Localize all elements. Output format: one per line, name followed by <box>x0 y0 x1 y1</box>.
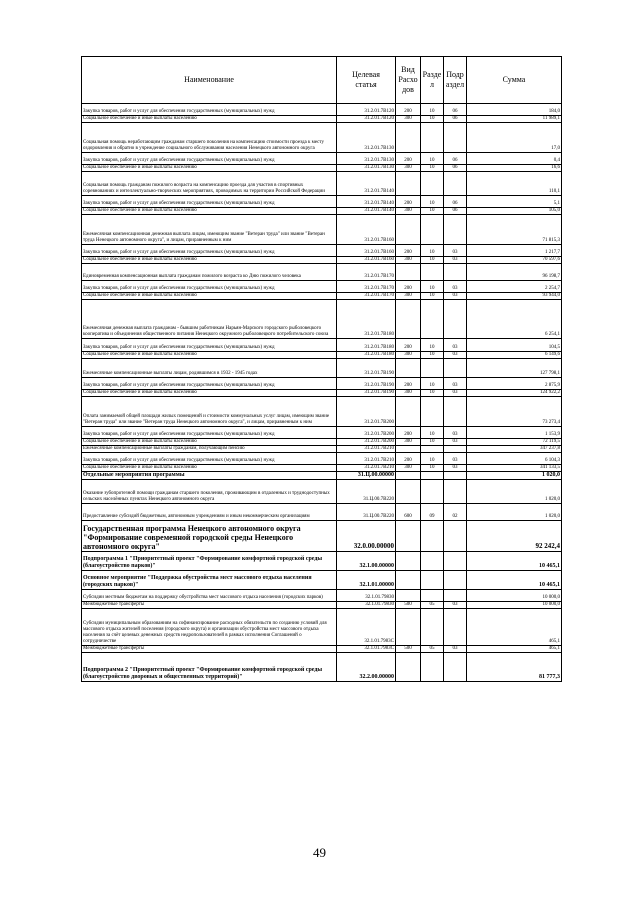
row-name: Отдельные мероприятия программы <box>82 472 337 480</box>
row-target-article: 32.1.00.00000 <box>337 552 396 571</box>
row-name: Ежемесячная компенсационная денежная выплата лицам, имеющим звание "Ветеран труда" или звание "Ветеран труда Ненецкого автономного округа", и лицам, приравненным к ним <box>82 215 337 245</box>
header-subsection: Подр аздел <box>444 57 467 104</box>
header-name: Наименование <box>82 57 337 104</box>
row-subsection: 03 <box>444 465 467 472</box>
row-target-article: 31.2.01.7В180 <box>337 300 396 339</box>
row-name: Закупка товаров, работ и услуг для обеспечения государственных (муниципальных) нужд <box>82 104 337 116</box>
row-expense-kind <box>396 123 421 153</box>
row-subsection: 03 <box>444 453 467 465</box>
header-sum: Сумма <box>467 57 562 104</box>
row-expense-kind: 200 <box>396 378 421 390</box>
row-section <box>421 590 444 602</box>
row-name: Подпрограмма 1 "Приоритетный проект "Формирование комфортной городской среды (благоустройство парков)" <box>82 552 337 571</box>
row-expense-kind: 300 <box>396 390 421 397</box>
table-row <box>82 208 562 215</box>
table-row <box>82 293 562 300</box>
row-name: Социальное обеспечение и иные выплаты населению <box>82 116 337 123</box>
row-sum: 341 133,5 <box>467 465 562 472</box>
row-section <box>421 123 444 153</box>
table-row <box>82 465 562 472</box>
row-sum: 1 217,7 <box>467 245 562 257</box>
row-name: Закупка товаров, работ и услуг для обеспечения государственных (муниципальных) нужд <box>82 378 337 390</box>
table-row <box>82 504 562 521</box>
row-expense-kind <box>396 552 421 571</box>
row-name: Социальная помощь неработающим гражданам старшего поколения на компенсацию стоимости проезда к месту оздоровления и обратно в учреждение социального обслуживания населения Ненецкого автономного округа <box>82 123 337 153</box>
row-subsection <box>444 300 467 339</box>
row-expense-kind: 200 <box>396 339 421 352</box>
row-name: Ежемесячная денежная выплата гражданам - бывшим работникам Нарьян-Марского городского рыболовецкого кооператива и объединения общественного питания Ненецкого окружного рыболовецкого потребительского союза <box>82 300 337 339</box>
row-name: Ежемесячные компенсационные выплаты лицам, родившимся в 1932 - 1945 годах <box>82 359 337 378</box>
row-target-article: 31.2.01.7В170 <box>337 281 396 293</box>
row-sum: 1 020,0 <box>467 472 562 480</box>
row-subsection <box>444 480 467 504</box>
table-body <box>82 104 562 682</box>
row-name: Ежемесячные компенсационные выплаты гражданам, получающим пенсию <box>82 446 337 453</box>
row-expense-kind <box>396 653 421 682</box>
row-expense-kind <box>396 359 421 378</box>
row-section <box>421 653 444 682</box>
row-expense-kind <box>396 590 421 602</box>
row-sum: 10 465,1 <box>467 571 562 590</box>
row-target-article: 31.2.01.7В190 <box>337 378 396 390</box>
row-name: Основное мероприятие "Поддержка обустройства мест массового отдыха населения (городских парков)" <box>82 571 337 590</box>
table-row <box>82 453 562 465</box>
row-sum: 110,1 <box>467 172 562 196</box>
row-expense-kind: 200 <box>396 196 421 208</box>
table-row <box>82 427 562 439</box>
row-name: Закупка товаров, работ и услуг для обеспечения государственных (муниципальных) нужд <box>82 427 337 439</box>
row-sum: 6 254,1 <box>467 300 562 339</box>
row-target-article: 31.2.01.7В140 <box>337 208 396 215</box>
row-name: Закупка товаров, работ и услуг для обеспечения государственных (муниципальных) нужд <box>82 339 337 352</box>
table-row <box>82 352 562 359</box>
table-row <box>82 165 562 172</box>
row-section: 10 <box>421 281 444 293</box>
row-expense-kind: 200 <box>396 104 421 116</box>
row-subsection <box>444 397 467 427</box>
row-section: 10 <box>421 153 444 165</box>
row-expense-kind <box>396 446 421 453</box>
row-section: 10 <box>421 439 444 446</box>
row-sum: 10 465,1 <box>467 552 562 571</box>
row-target-article: 31.2.01.7В210 <box>337 446 396 453</box>
row-name: Государственная программа Ненецкого автономного округа "Формирование современной городской среды Ненецкого автономного округа" <box>82 521 337 552</box>
row-expense-kind <box>396 609 421 646</box>
row-sum: 72 119,5 <box>467 439 562 446</box>
row-name: Субсидии местным бюджетам на поддержку обустройства мест массового отдыха населения (городских парков) <box>82 590 337 602</box>
row-target-article: 32.1.01.79830 <box>337 602 396 609</box>
row-section: 10 <box>421 245 444 257</box>
table-row <box>82 521 562 552</box>
row-target-article: 31.2.01.7В200 <box>337 397 396 427</box>
table-row <box>82 116 562 123</box>
row-section <box>421 397 444 427</box>
row-target-article: 32.1.01.7983С <box>337 609 396 646</box>
header-expense-kind: Вид Расхо дов <box>396 57 421 104</box>
table-row <box>82 172 562 196</box>
row-target-article: 31.2.01.7В210 <box>337 453 396 465</box>
row-expense-kind: 200 <box>396 281 421 293</box>
row-expense-kind: 200 <box>396 453 421 465</box>
row-sum: 0,4 <box>467 153 562 165</box>
row-target-article: 32.0.00.00000 <box>337 521 396 552</box>
row-sum: 127 798,1 <box>467 359 562 378</box>
row-target-article: 31.Ц.00.00000 <box>337 472 396 480</box>
row-sum: 81 777,3 <box>467 653 562 682</box>
row-name: Социальное обеспечение и иные выплаты населению <box>82 439 337 446</box>
row-subsection: 03 <box>444 378 467 390</box>
header-target-article: Целевая статья <box>337 57 396 104</box>
row-expense-kind: 300 <box>396 165 421 172</box>
row-target-article: 31.2.01.7В180 <box>337 339 396 352</box>
table-row <box>82 245 562 257</box>
row-subsection: 03 <box>444 646 467 653</box>
table-row <box>82 104 562 116</box>
header-section: Разде л <box>421 57 444 104</box>
row-subsection <box>444 521 467 552</box>
row-subsection: 03 <box>444 439 467 446</box>
row-name: Подпрограмма 2 "Приоритетный проект "Формирование комфортной городской среды (благоустройство дворовых и общественных территорий)" <box>82 653 337 682</box>
row-subsection <box>444 571 467 590</box>
row-sum: 17,0 <box>467 123 562 153</box>
row-target-article: 31.2.01.7В190 <box>337 390 396 397</box>
row-section <box>421 609 444 646</box>
row-subsection <box>444 359 467 378</box>
row-section <box>421 472 444 480</box>
row-expense-kind: 300 <box>396 208 421 215</box>
row-sum: 96 198,7 <box>467 264 562 281</box>
row-section: 10 <box>421 465 444 472</box>
row-sum: 16,6 <box>467 165 562 172</box>
row-name: Социальное обеспечение и иные выплаты населению <box>82 257 337 264</box>
row-subsection: 03 <box>444 427 467 439</box>
row-section: 10 <box>421 427 444 439</box>
row-expense-kind: 200 <box>396 427 421 439</box>
row-section: 10 <box>421 352 444 359</box>
row-subsection <box>444 552 467 571</box>
row-name: Социальное обеспечение и иные выплаты населению <box>82 208 337 215</box>
row-target-article: 31.2.01.7В120 <box>337 116 396 123</box>
row-target-article: 31.2.01.7В200 <box>337 439 396 446</box>
table-row <box>82 609 562 646</box>
row-sum: 11 989,1 <box>467 116 562 123</box>
table-row <box>82 397 562 427</box>
row-expense-kind: 500 <box>396 602 421 609</box>
row-expense-kind <box>396 480 421 504</box>
row-section: 10 <box>421 378 444 390</box>
row-target-article: 32.1.01.79830 <box>337 590 396 602</box>
table-row <box>82 378 562 390</box>
row-expense-kind: 300 <box>396 439 421 446</box>
row-section: 10 <box>421 257 444 264</box>
table-row <box>82 552 562 571</box>
row-expense-kind <box>396 472 421 480</box>
row-sum: 92 242,4 <box>467 521 562 552</box>
table-row <box>82 339 562 352</box>
row-expense-kind: 300 <box>396 257 421 264</box>
table-row <box>82 646 562 653</box>
row-section <box>421 359 444 378</box>
row-target-article: 31.Ц.00.7В220 <box>337 480 396 504</box>
row-section <box>421 215 444 245</box>
row-target-article: 31.2.01.7В130 <box>337 153 396 165</box>
row-sum: 465,1 <box>467 646 562 653</box>
row-expense-kind <box>396 571 421 590</box>
row-name: Оказание зубопротезной помощи гражданам старшего поколения, проживающим в отдаленных и труднодоступных сельских населённых пунктах Ненецкого автономного округа <box>82 480 337 504</box>
row-sum: 71 815,3 <box>467 215 562 245</box>
row-section: 10 <box>421 339 444 352</box>
row-name: Оплата занимаемой общей площади жилых помещений и стоимости коммунальных услуг лицам, имеющим звание "Ветеран труда" или звание "Ветеран труда Ненецкого автономного округа", и лицам, приравненным к ним <box>82 397 337 427</box>
row-sum: 2 254,7 <box>467 281 562 293</box>
row-section <box>421 172 444 196</box>
row-sum: 10 000,0 <box>467 590 562 602</box>
row-expense-kind <box>396 397 421 427</box>
row-subsection: 06 <box>444 165 467 172</box>
row-target-article: 31.2.01.7В170 <box>337 264 396 281</box>
row-subsection <box>444 590 467 602</box>
row-subsection: 03 <box>444 339 467 352</box>
row-name: Закупка товаров, работ и услуг для обеспечения государственных (муниципальных) нужд <box>82 281 337 293</box>
row-subsection <box>444 472 467 480</box>
row-name: Закупка товаров, работ и услуг для обеспечения государственных (муниципальных) нужд <box>82 196 337 208</box>
row-sum: 70 597,6 <box>467 257 562 264</box>
row-expense-kind <box>396 264 421 281</box>
row-target-article: 31.2.01.7В140 <box>337 196 396 208</box>
row-subsection <box>444 123 467 153</box>
row-sum: 93 944,0 <box>467 293 562 300</box>
row-sum: 184,0 <box>467 104 562 116</box>
row-subsection: 03 <box>444 390 467 397</box>
row-sum: 2 875,9 <box>467 378 562 390</box>
row-subsection <box>444 653 467 682</box>
row-section <box>421 521 444 552</box>
table-row <box>82 472 562 480</box>
row-section: 10 <box>421 104 444 116</box>
row-section: 10 <box>421 116 444 123</box>
row-name: Социальное обеспечение и иные выплаты населению <box>82 390 337 397</box>
row-section <box>421 264 444 281</box>
row-subsection: 06 <box>444 208 467 215</box>
row-subsection: 06 <box>444 196 467 208</box>
row-subsection <box>444 609 467 646</box>
row-target-article: 31.2.01.7В140 <box>337 172 396 196</box>
row-subsection: 03 <box>444 281 467 293</box>
table-row <box>82 257 562 264</box>
row-target-article: 31.2.01.7В210 <box>337 465 396 472</box>
row-section: 10 <box>421 453 444 465</box>
row-name: Межбюджетные трансферты <box>82 646 337 653</box>
row-subsection <box>444 172 467 196</box>
table-row <box>82 359 562 378</box>
row-section <box>421 480 444 504</box>
row-section: 10 <box>421 390 444 397</box>
row-section <box>421 300 444 339</box>
table-row <box>82 196 562 208</box>
table-row <box>82 446 562 453</box>
row-section: 10 <box>421 208 444 215</box>
row-name: Предоставление субсидий бюджетным, автономным учреждениям и иным некоммерческим организациям <box>82 504 337 521</box>
row-subsection: 03 <box>444 352 467 359</box>
table-row <box>82 480 562 504</box>
row-subsection: 03 <box>444 245 467 257</box>
row-expense-kind: 300 <box>396 116 421 123</box>
row-name: Закупка товаров, работ и услуг для обеспечения государственных (муниципальных) нужд <box>82 245 337 257</box>
row-name: Социальное обеспечение и иные выплаты населению <box>82 465 337 472</box>
table-row <box>82 264 562 281</box>
row-expense-kind: 200 <box>396 153 421 165</box>
row-name: Социальное обеспечение и иные выплаты населению <box>82 165 337 172</box>
row-target-article: 31.Ц.00.7В220 <box>337 504 396 521</box>
row-section: 10 <box>421 293 444 300</box>
table-row <box>82 590 562 602</box>
row-subsection: 06 <box>444 153 467 165</box>
row-name: Социальное обеспечение и иные выплаты населению <box>82 293 337 300</box>
row-sum: 1 020,0 <box>467 480 562 504</box>
table-row <box>82 153 562 165</box>
row-expense-kind: 200 <box>396 245 421 257</box>
row-name: Закупка товаров, работ и услуг для обеспечения государственных (муниципальных) нужд <box>82 453 337 465</box>
row-sum: 465,1 <box>467 609 562 646</box>
budget-table <box>81 56 562 682</box>
row-sum: 6 149,6 <box>467 352 562 359</box>
row-subsection: 03 <box>444 257 467 264</box>
row-expense-kind: 300 <box>396 293 421 300</box>
row-sum: 124 922,2 <box>467 390 562 397</box>
row-target-article: 31.2.01.7В170 <box>337 293 396 300</box>
row-sum: 347 237,8 <box>467 446 562 453</box>
page-number: 49 <box>313 845 326 860</box>
row-section <box>421 552 444 571</box>
row-sum: 10 000,0 <box>467 602 562 609</box>
row-sum: 1 153,9 <box>467 427 562 439</box>
row-subsection <box>444 264 467 281</box>
row-target-article: 31.2.01.7В130 <box>337 123 396 153</box>
row-sum: 1 020,0 <box>467 504 562 521</box>
row-target-article: 32.1.01.7983С <box>337 646 396 653</box>
row-expense-kind: 600 <box>396 504 421 521</box>
table-row <box>82 215 562 245</box>
row-section: 10 <box>421 196 444 208</box>
row-name: Социальная помощь гражданам пожилого возраста на компенсацию проезда для участия в спортивных соревнованиях и интеллектуально-творческих мероприятиях, проводимых на территории Российской Федерации <box>82 172 337 196</box>
row-expense-kind <box>396 521 421 552</box>
row-sum: 73 273,4 <box>467 397 562 427</box>
row-subsection: 03 <box>444 602 467 609</box>
table-row <box>82 390 562 397</box>
row-name: Единовременная компенсационная выплата гражданам пожилого возраста ко Дню пожилого человека <box>82 264 337 281</box>
table-row <box>82 653 562 682</box>
row-section <box>421 571 444 590</box>
row-name: Субсидии муниципальным образованиям на софинансирование расходных обязательств по созданию условий для массового отдыха жителей поселения (городского округа) и организации обустройства мест массового отдыха населения за счёт целевых денежных средств недропользователей в рамках исполнения Соглашений о сотрудничестве <box>82 609 337 646</box>
row-sum: 104,5 <box>467 339 562 352</box>
row-subsection <box>444 446 467 453</box>
row-section: 05 <box>421 646 444 653</box>
table-row <box>82 281 562 293</box>
table-header-row <box>82 57 562 104</box>
row-target-article: 31.2.01.7В120 <box>337 104 396 116</box>
row-name: Социальное обеспечение и иные выплаты населению <box>82 352 337 359</box>
row-subsection: 02 <box>444 504 467 521</box>
table-row <box>82 123 562 153</box>
row-subsection: 03 <box>444 293 467 300</box>
table-row <box>82 602 562 609</box>
row-target-article: 31.2.01.7В190 <box>337 359 396 378</box>
row-section: 09 <box>421 504 444 521</box>
row-target-article: 31.2.01.7В160 <box>337 215 396 245</box>
row-target-article: 31.2.01.7В180 <box>337 352 396 359</box>
row-section <box>421 446 444 453</box>
row-expense-kind <box>396 300 421 339</box>
row-target-article: 31.2.01.7В200 <box>337 427 396 439</box>
table-row <box>82 300 562 339</box>
row-expense-kind <box>396 215 421 245</box>
table-row <box>82 439 562 446</box>
row-sum: 105,0 <box>467 208 562 215</box>
row-target-article: 32.2.00.00000 <box>337 653 396 682</box>
row-name: Закупка товаров, работ и услуг для обеспечения государственных (муниципальных) нужд <box>82 153 337 165</box>
row-sum: 5,1 <box>467 196 562 208</box>
row-section: 05 <box>421 602 444 609</box>
row-expense-kind <box>396 172 421 196</box>
row-target-article: 32.1.01.00000 <box>337 571 396 590</box>
row-subsection <box>444 215 467 245</box>
row-expense-kind: 500 <box>396 646 421 653</box>
table-row <box>82 571 562 590</box>
row-name: Межбюджетные трансферты <box>82 602 337 609</box>
row-subsection: 06 <box>444 104 467 116</box>
row-target-article: 31.2.01.7В130 <box>337 165 396 172</box>
row-expense-kind: 300 <box>396 465 421 472</box>
row-target-article: 31.2.01.7В160 <box>337 257 396 264</box>
row-section: 10 <box>421 165 444 172</box>
row-subsection: 06 <box>444 116 467 123</box>
row-sum: 6 104,3 <box>467 453 562 465</box>
row-expense-kind: 300 <box>396 352 421 359</box>
row-target-article: 31.2.01.7В160 <box>337 245 396 257</box>
